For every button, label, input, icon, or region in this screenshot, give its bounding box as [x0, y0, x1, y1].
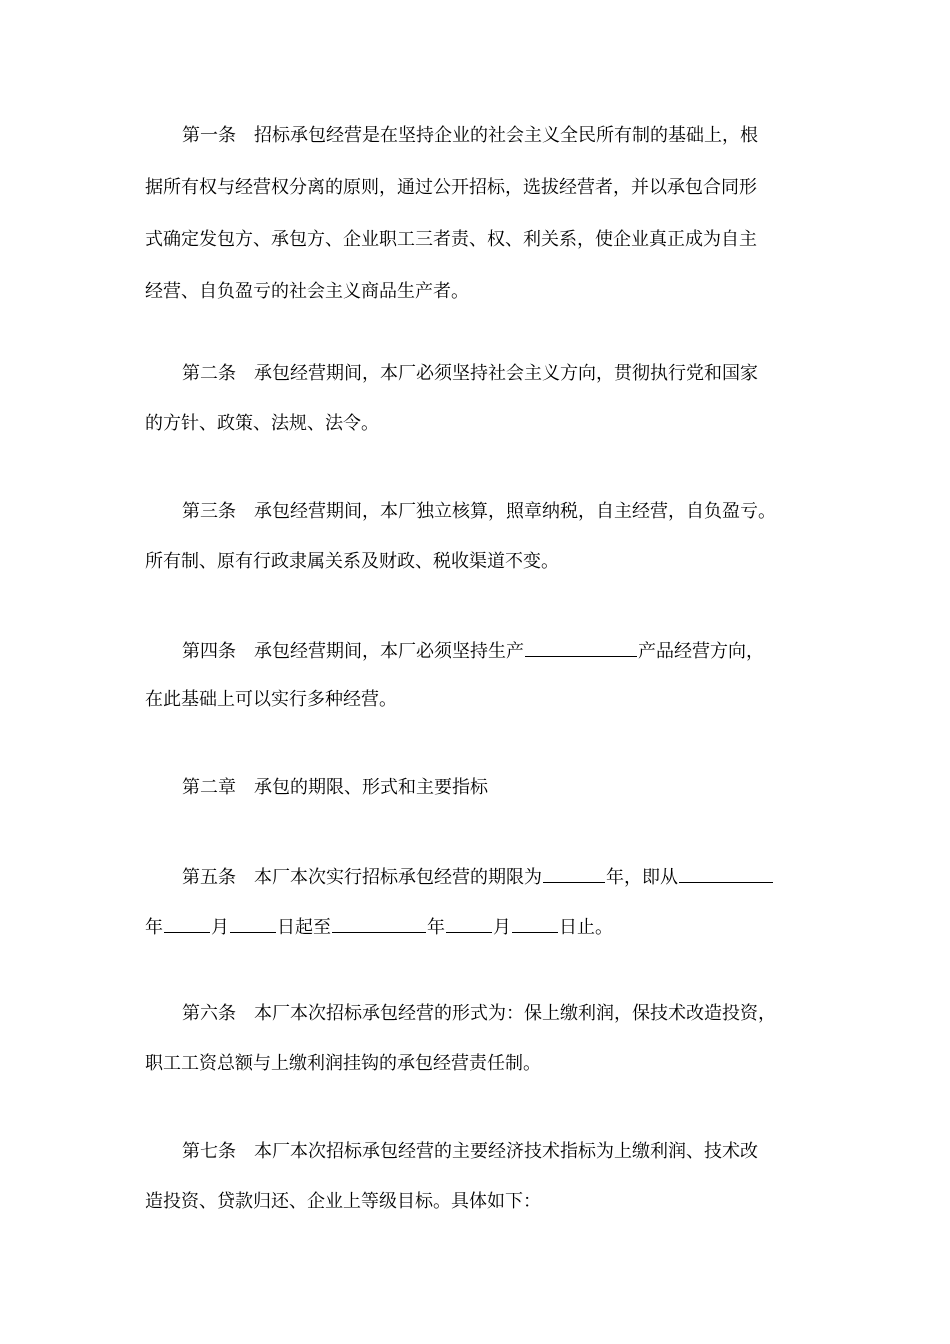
start-month-blank[interactable]: [164, 914, 210, 933]
article-5-text-b: 年，即从: [606, 867, 678, 888]
article-1-line-4: 经营、自负盈亏的社会主义商品生产者。: [145, 281, 469, 302]
article-7-line-2: 造投资、贷款归还、企业上等级目标。具体如下：: [145, 1191, 541, 1212]
article-5-month-label: 月: [211, 917, 229, 938]
article-5-line-1: [182, 864, 774, 890]
article-6-line-2: 职工工资总额与上缴利润挂钩的承包经营责任制。: [145, 1053, 541, 1074]
article-4-line-2: 在此基础上可以实行多种经营。: [145, 689, 397, 710]
article-4-line-1: [182, 638, 764, 664]
article-4-text-b: 产品经营方向，: [638, 641, 764, 662]
article-3-line-2: 所有制、原有行政隶属关系及财政、税收渠道不变。: [145, 551, 559, 572]
product-blank[interactable]: [525, 638, 637, 657]
article-5-line-2: [145, 914, 613, 940]
article-5-text-a: 第五条 本厂本次实行招标承包经营的期限为: [182, 867, 542, 888]
article-1-line-2: 据所有权与经营权分离的原则，通过公开招标，选拔经营者，并以承包合同形: [145, 177, 757, 198]
end-day-blank[interactable]: [512, 914, 558, 933]
start-year-blank[interactable]: [679, 864, 773, 883]
article-6-line-1: 第六条 本厂本次招标承包经营的形式为：保上缴利润，保技术改造投资，: [182, 1003, 776, 1024]
article-1-line-3: 式确定发包方、承包方、企业职工三者责、权、利关系，使企业真正成为自主: [145, 229, 757, 250]
article-5-end-label: 日止。: [559, 917, 613, 938]
article-1-line-1: 第一条 招标承包经营是在坚持企业的社会主义全民所有制的基础上，根: [182, 125, 758, 146]
article-2-line-2: 的方针、政策、法规、法令。: [145, 413, 379, 434]
article-7-line-1: 第七条 本厂本次招标承包经营的主要经济技术指标为上缴利润、技术改: [182, 1141, 758, 1162]
article-4-text-a: 第四条 承包经营期间，本厂必须坚持生产: [182, 641, 524, 662]
article-5-end-month-label: 月: [493, 917, 511, 938]
chapter-2-title: 第二章 承包的期限、形式和主要指标: [182, 777, 488, 798]
article-3-line-1: 第三条 承包经营期间，本厂独立核算，照章纳税，自主经营，自负盈亏。: [182, 501, 776, 522]
start-day-blank[interactable]: [230, 914, 276, 933]
end-month-blank[interactable]: [446, 914, 492, 933]
article-2-line-1: 第二条 承包经营期间，本厂必须坚持社会主义方向，贯彻执行党和国家: [182, 363, 758, 384]
article-5-end-year-label: 年: [427, 917, 445, 938]
term-years-blank[interactable]: [543, 864, 605, 883]
article-5-year-label: 年: [145, 917, 163, 938]
article-5-from-label: 日起至: [277, 917, 331, 938]
end-year-blank[interactable]: [332, 914, 426, 933]
